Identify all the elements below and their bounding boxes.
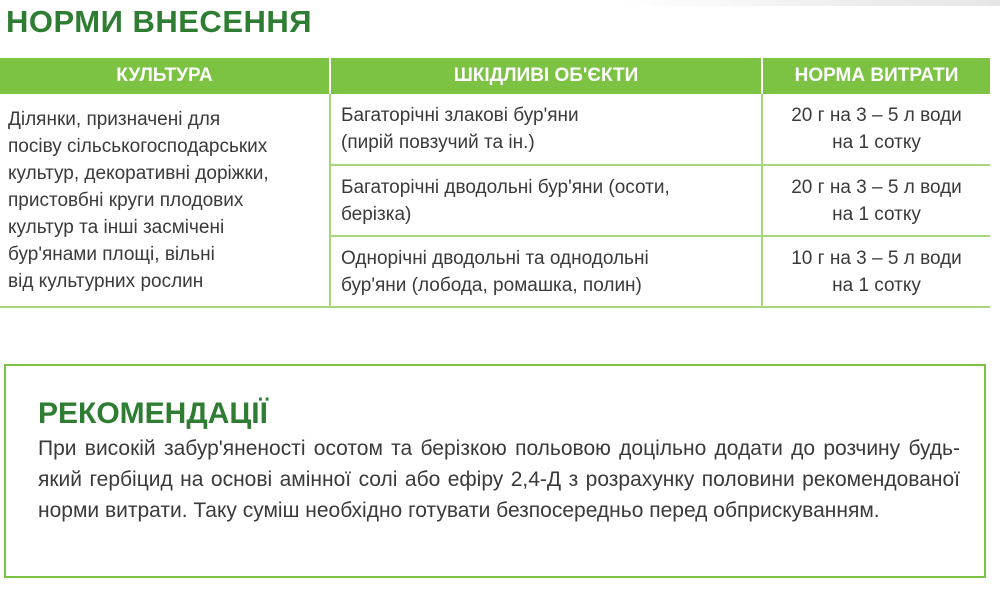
pest-cell [330,165,762,236]
pest-line: (пирій повзучий та ін.) [341,132,535,153]
crop-line: Ділянки, призначені для [8,108,221,130]
rate-line: на 1 сотку [832,132,921,153]
recommendations-text: При високій забур'яненості осотом та берізкою польовою доцільно додати до розчину будь-який гербіцид на основі амінної солі або ефіру 2,4-Д з розрахунку половини рекомендованої норми витрати. Таку суміш необхідно готувати безпосередньо перед обприскуванням. [38,437,960,522]
recommendations-title: РЕКОМЕНДАЦІЇ [38,397,268,430]
page-title: НОРМИ ВНЕСЕННЯ [6,4,313,39]
pest-cell [330,94,762,165]
rate-cell [762,165,990,236]
crop-cell [0,94,330,307]
pest-line: Однорічні дводольні та однодольні [341,247,649,269]
pest-line: берізка) [341,203,412,225]
top-decoration [620,0,1000,6]
crop-line: від культурних рослин [8,270,204,292]
crop-line: пристовбні круги плодових [8,189,244,211]
rate-line: 10 г на 3 – 5 л води [791,247,962,269]
crop-line: посіву сільськогосподарських [8,135,268,157]
crop-line: культур, декоративні доріжки, [8,162,269,184]
rate-cell [762,94,990,165]
rate-cell [762,236,990,307]
table-row [0,94,990,165]
rate-line: на 1 сотку [832,274,921,296]
crop-line: культур та інші засмічені [8,216,225,238]
rate-line: 20 г на 3 – 5 л води [791,105,962,126]
header-rate: НОРМА ВИТРАТИ [762,58,990,94]
pest-cell [330,236,762,307]
header-pests: ШКІДЛИВІ ОБ'ЄКТИ [330,58,762,94]
application-rates-table [0,58,990,308]
recommendations-box [4,364,986,578]
pest-line: бур'яни (лобода, ромашка, полин) [341,274,642,296]
header-crop: КУЛЬТУРА [0,58,330,94]
pest-line: Багаторічні злакові бур'яни [341,105,579,126]
crop-line: бур'янами площі, вільні [8,243,215,265]
rate-line: 20 г на 3 – 5 л води [791,176,962,198]
rate-line: на 1 сотку [832,203,921,225]
table-header-row [0,58,990,94]
pest-line: Багаторічні дводольні бур'яни (осоти, [341,176,670,198]
